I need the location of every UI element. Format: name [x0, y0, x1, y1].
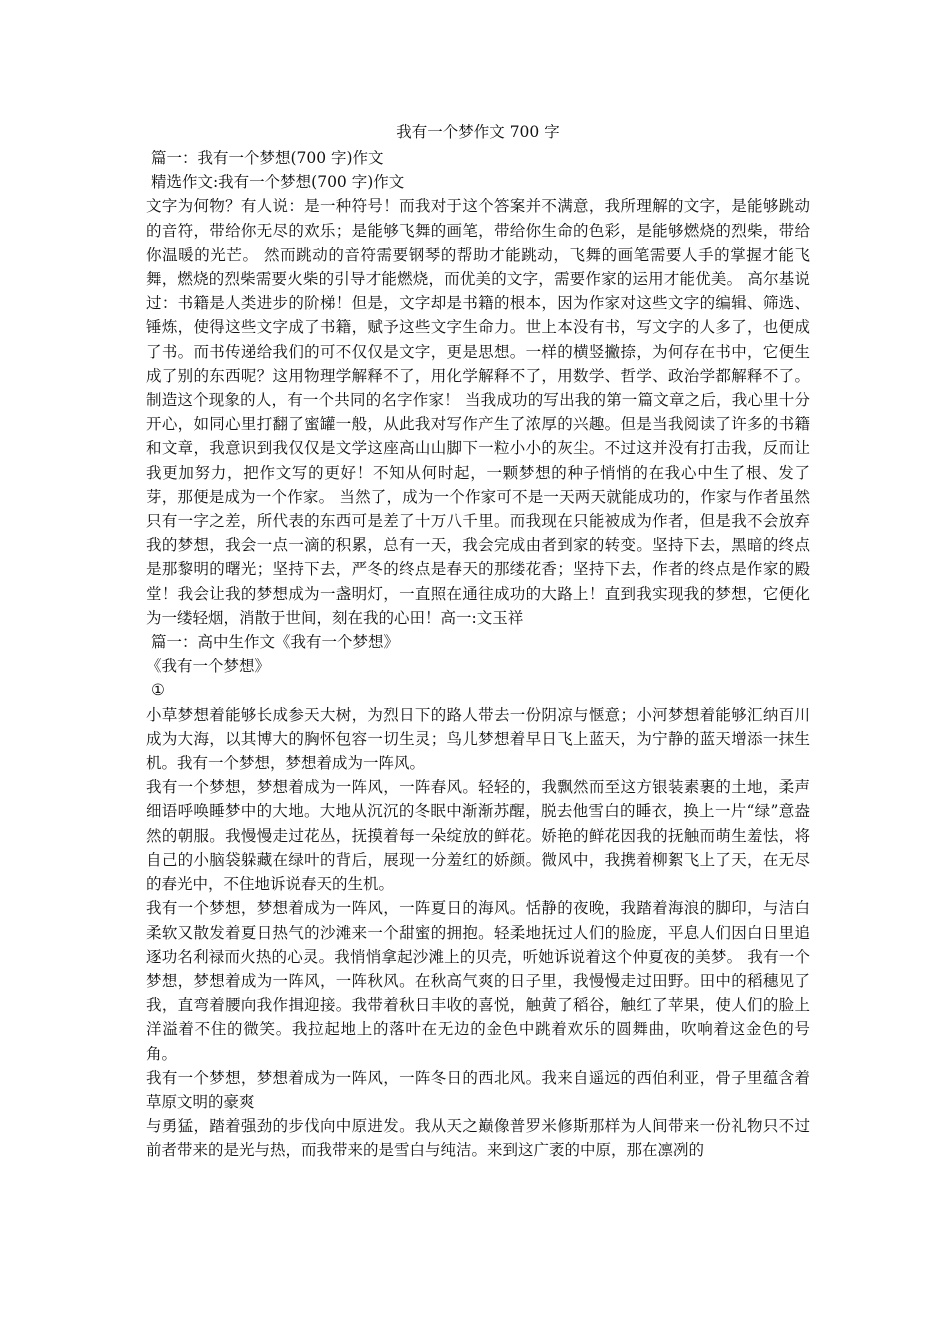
heading-selected-essay: 精选作文:我有一个梦想(700 字)作文 — [146, 173, 405, 192]
paragraph-winter-continued: 与勇猛，踏着强劲的步伐向中原进发。我从天之巅像普罗米修斯那样为人间带来一份礼物只不过前者带来的是光与热，而我带来的是雪白与纯洁。来到这广袤的中原，那在凛冽的 — [146, 1117, 810, 1160]
paragraph-winter: 我有一个梦想，梦想着成为一阵风，一阵冬日的西北风。我来自遥远的西伯利亚，骨子里蕴含着草原文明的豪爽 — [146, 1068, 810, 1111]
paragraph-essay-one: 文字为何物？有人说：是一种符号！而我对于这个答案并不满意，我所理解的文字，是能够跳动的音符，带给你无尽的欢乐；是能够飞舞的画笔，带给你生命的色彩，是能够燃烧的烈柴，带给你温暖的光芒。 然而跳动的音符需要钢琴的帮助才能跳动，飞舞的画笔需要人手的掌握才能飞舞，燃烧的烈柴需要火柴的引导才能燃烧，而优美的文字，需要作家的运用才能优美。 高尔基说过：书籍是人类进步的阶梯！但是，文字却是书籍的根本，因为作家对这些文字的编辑、筛选、锤炼，使得这些文字成了书籍，赋予这些文字生命力。世上本没有书，写文字的人多了，也便成了书。而书传递给我们的可不仅仅是文字，更是思想。一样的横竖撇捺，为何存在书中，它便生成了别的东西呢？这用物理学解释不了，用化学解释不了，用数学、哲学、政治学都解释不了。 制造这个现象的人，有一个共同的名字作家！ 当我成功的写出我的第一篇文章之后，我心里十分开心，如同心里打翻了蜜罐一般，从此我对写作产生了浓厚的兴趣。但是当我阅读了许多的书籍和文章，我意识到我仅仅是文学这座高山山脚下一粒小小的灰尘。不过这并没有打击我，反而让我更加努力，把作文写的更好！不知从何时起，一颗梦想的种子悄悄的在我心中生了根、发了芽，那便是成为一个作家。 当然了，成为一个作家可不是一天两天就能成功的，作家与作者虽然只有一字之差，所代表的东西可是差了十万八千里。而我现在只能被成为作者，但是我不会放弃我的梦想，我会一点一滴的积累，总有一天，我会完成由者到家的转变。坚持下去，黑暗的终点是那黎明的曙光；坚持下去，严冬的终点是春天的那缕花香；坚持下去，作者的终点是作家的殿堂！我会让我的梦想成为一盏明灯，一直照在通往成功的大路上！直到我实现我的梦想，它便化为一缕轻烟，消散于世间，刻在我的心田！高一:文玉祥 — [146, 197, 810, 627]
heading-article-one: 篇一：我有一个梦想(700 字)作文 — [146, 149, 384, 167]
paragraph-intro: 小草梦想着能够长成参天大树，为烈日下的路人带去一份阴凉与惬意；小河梦想着能够汇纳百川成为大海，以其博大的胸怀包容一切生灵；鸟儿梦想着早日飞上蓝天，为宁静的蓝天增添一抹生机。我有一个梦想，梦想着成为一阵风。 — [146, 705, 810, 773]
section-number: ① — [146, 681, 165, 700]
paragraph-spring: 我有一个梦想，梦想着成为一阵风，一阵春风。轻轻的，我飘然而至这方银装素裹的土地，柔声细语呼唤睡梦中的大地。大地从沉沉的冬眠中渐渐苏醒，脱去他雪白的睡衣，换上一片“绿”意盎然的朝服。我慢慢走过花丛，抚摸着每一朵绽放的鲜花。娇艳的鲜花因我的抚触而萌生羞怯，将自己的小脑袋躲藏在绿叶的背后，展现一分羞红的娇颜。微风中，我携着柳絮飞上了天，在无尽的春光中，不住地诉说春天的生机。 — [146, 778, 810, 894]
document-title: 我有一个梦作文 700 字 — [396, 123, 560, 141]
paragraph-summer-autumn: 我有一个梦想，梦想着成为一阵风，一阵夏日的海风。恬静的夜晚，我踏着海浪的脚印，与洁白柔软又散发着夏日热气的沙滩来一个甜蜜的拥抱。轻柔地抚过人们的脸庞，平息人们因白日里追逐功名利禄而火热的心灵。我悄悄拿起沙滩上的贝壳，听她诉说着这个仲夏夜的美梦。 我有一个梦想，梦想着成为一阵风，一阵秋风。在秋高气爽的日子里，我慢慢走过田野。田中的稻穗见了我，直弯着腰向我作揖迎接。我带着秋日丰收的喜悦，触黄了稻谷，触红了苹果，使人们的脸上洋溢着不住的微笑。我拉起地上的落叶在无边的金色中跳着欢乐的圆舞曲，吹响着这金色的号角。 — [146, 899, 810, 1063]
heading-essay-title: 《我有一个梦想》 — [146, 657, 271, 676]
heading-article-two: 篇一：高中生作文《我有一个梦想》 — [146, 633, 399, 652]
document-page — [146, 120, 810, 1163]
